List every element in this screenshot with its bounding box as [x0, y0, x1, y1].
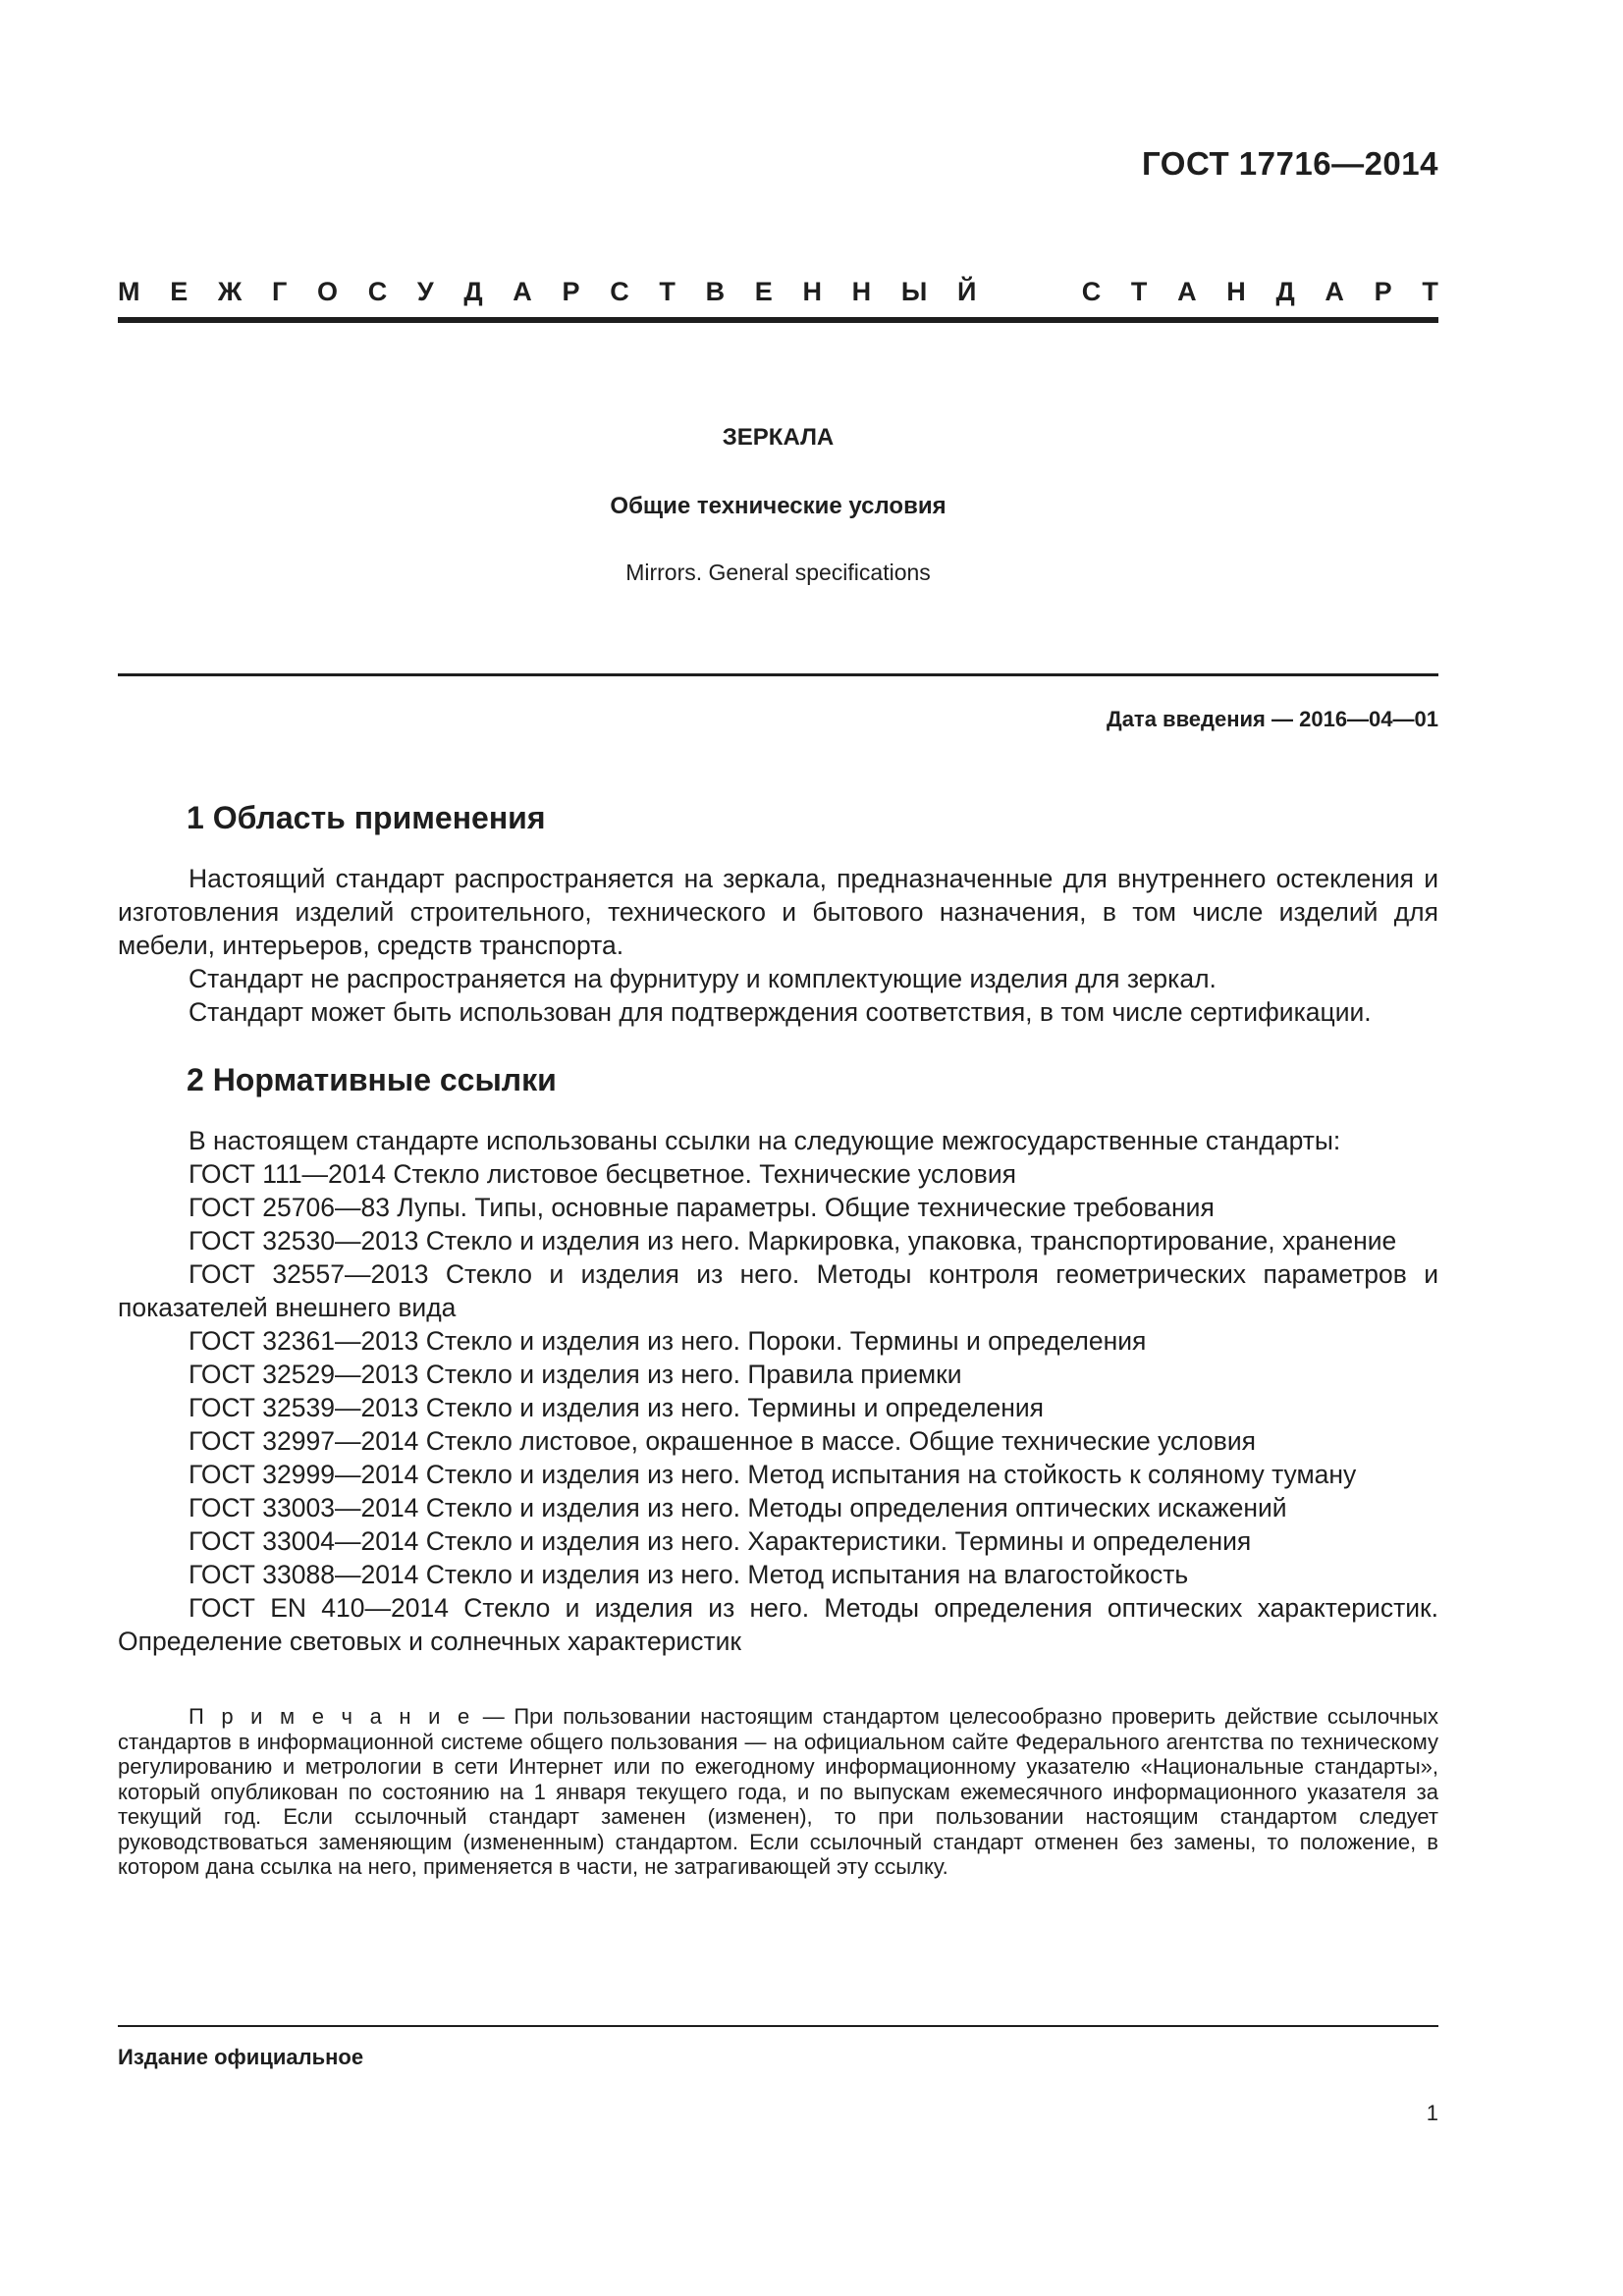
reference-item: ГОСТ EN 410—2014 Стекло и изделия из него. Методы определения оптических характеристик. Определение световых и солнечных характеристик [118, 1593, 1438, 1656]
banner-letter: Н [851, 277, 872, 306]
banner-letter: Ы [900, 277, 928, 306]
note-block [118, 1704, 1438, 1880]
banner-letter: Й [956, 277, 977, 306]
section-1-paragraph: Стандарт может быть использован для подтверждения соответствия, в том числе сертификации. [189, 997, 1372, 1027]
interstate-standard-banner [118, 277, 1438, 307]
banner-word-gap [1006, 277, 1052, 307]
banner-letter: Т [659, 277, 676, 306]
reference-item: ГОСТ 32557—2013 Стекло и изделия из него. Методы контроля геометрических параметров и показателей внешнего вида [118, 1259, 1438, 1322]
footer-rule [118, 2025, 1438, 2027]
reference-item: ГОСТ 32997—2014 Стекло листовое, окрашенное в массе. Общие технические условия [189, 1426, 1257, 1456]
document-title: ЗЕРКАЛА [722, 424, 835, 451]
banner-letter: М [118, 277, 140, 306]
section-2-body [118, 1124, 1438, 1658]
document-subtitle: Общие технические условия [610, 493, 947, 519]
banner-letter: А [1177, 277, 1197, 306]
banner-letter: Е [754, 277, 773, 306]
banner-letter: Р [562, 277, 580, 306]
title-rule [118, 673, 1438, 676]
banner-letter: Н [802, 277, 822, 306]
reference-item: ГОСТ 32530—2013 Стекло и изделия из него. Маркировка, упаковка, транспортирование, хранение [189, 1226, 1397, 1255]
document-page [118, 0, 1438, 2296]
note-text: — При пользовании настоящим стандартом целесообразно проверить действие ссылочных стандартов в информационной системе общего пользования — на официальном сайте Федерального агентства по техническому регулированию и метрологии в сети Интернет или по ежегодному информационному указателю «Национальные стандарты», который опубликован по состоянию на 1 января текущего года, и по выпускам ежемесячного информационного указателя за текущий год. Если ссылочный стандарт заменен (изменен), то при пользовании настоящим стандартом следует руководствоваться заменяющим (измененным) стандартом. Если ссылочный стандарт отменен без замены, то положение, в котором дана ссылка на него, применяется в части, не затрагивающей эту ссылку. [118, 1704, 1438, 1879]
banner-letter: Т [1130, 277, 1148, 306]
banner-letter: А [513, 277, 532, 306]
banner-letter: Т [1422, 277, 1438, 306]
banner-letter: Е [170, 277, 189, 306]
reference-item: ГОСТ 33003—2014 Стекло и изделия из него. Методы определения оптических искажений [189, 1493, 1287, 1522]
reference-item: ГОСТ 111—2014 Стекло листовое бесцветное. Технические условия [189, 1159, 1016, 1189]
note-label: П р и м е ч а н и е [189, 1704, 474, 1729]
banner-letter: Д [463, 277, 483, 306]
section-1-heading: 1 Область применения [187, 800, 546, 835]
banner-letter: У [416, 277, 434, 306]
section-1-paragraph: Стандарт не распространяется на фурнитуру и комплектующие изделия для зеркал. [189, 964, 1217, 993]
banner-letter: А [1325, 277, 1344, 306]
header-rule [118, 317, 1438, 323]
banner-letter: С [367, 277, 388, 306]
banner-letter: С [1081, 277, 1102, 306]
document-title-english: Mirrors. General specifications [625, 560, 931, 585]
reference-item: ГОСТ 33088—2014 Стекло и изделия из него. Метод испытания на влагостойкость [189, 1560, 1189, 1589]
banner-letter: Г [271, 277, 288, 306]
gost-number: ГОСТ 17716—2014 [1142, 145, 1438, 182]
banner-letter: С [610, 277, 629, 306]
official-edition-label: Издание официальное [118, 2045, 364, 2069]
banner-letter: В [705, 277, 726, 306]
reference-item: ГОСТ 32361—2013 Стекло и изделия из него. Пороки. Термины и определения [189, 1326, 1147, 1356]
reference-item: ГОСТ 32529—2013 Стекло и изделия из него. Правила приемки [189, 1360, 962, 1389]
banner-letter: Ж [217, 277, 243, 306]
banner-letter: Р [1374, 277, 1392, 306]
note-paragraph [118, 1704, 1438, 1880]
banner-letter: Д [1275, 277, 1295, 306]
banner-letter: О [316, 277, 338, 306]
section-2-intro: В настоящем стандарте использованы ссылки на следующие межгосударственные стандарты: [189, 1126, 1341, 1155]
reference-item: ГОСТ 33004—2014 Стекло и изделия из него. Характеристики. Термины и определения [189, 1526, 1252, 1556]
section-1-body [118, 862, 1438, 1029]
reference-item: ГОСТ 32999—2014 Стекло и изделия из него. Метод испытания на стойкость к соляному туману [189, 1460, 1357, 1489]
section-2-heading: 2 Нормативные ссылки [187, 1062, 557, 1097]
banner-letter: Н [1226, 277, 1246, 306]
introduction-date: Дата введения — 2016—04—01 [1107, 707, 1438, 731]
section-1-paragraph: Настоящий стандарт распространяется на зеркала, предназначенные для внутреннего остекления и изготовления изделий строительного, технического и бытового назначения, в том числе изделий для мебели, интерьеров, средств транспорта. [118, 864, 1438, 960]
page-number: 1 [1426, 2101, 1438, 2125]
reference-item: ГОСТ 25706—83 Лупы. Типы, основные параметры. Общие технические требования [189, 1193, 1215, 1222]
reference-item: ГОСТ 32539—2013 Стекло и изделия из него. Термины и определения [189, 1393, 1045, 1422]
